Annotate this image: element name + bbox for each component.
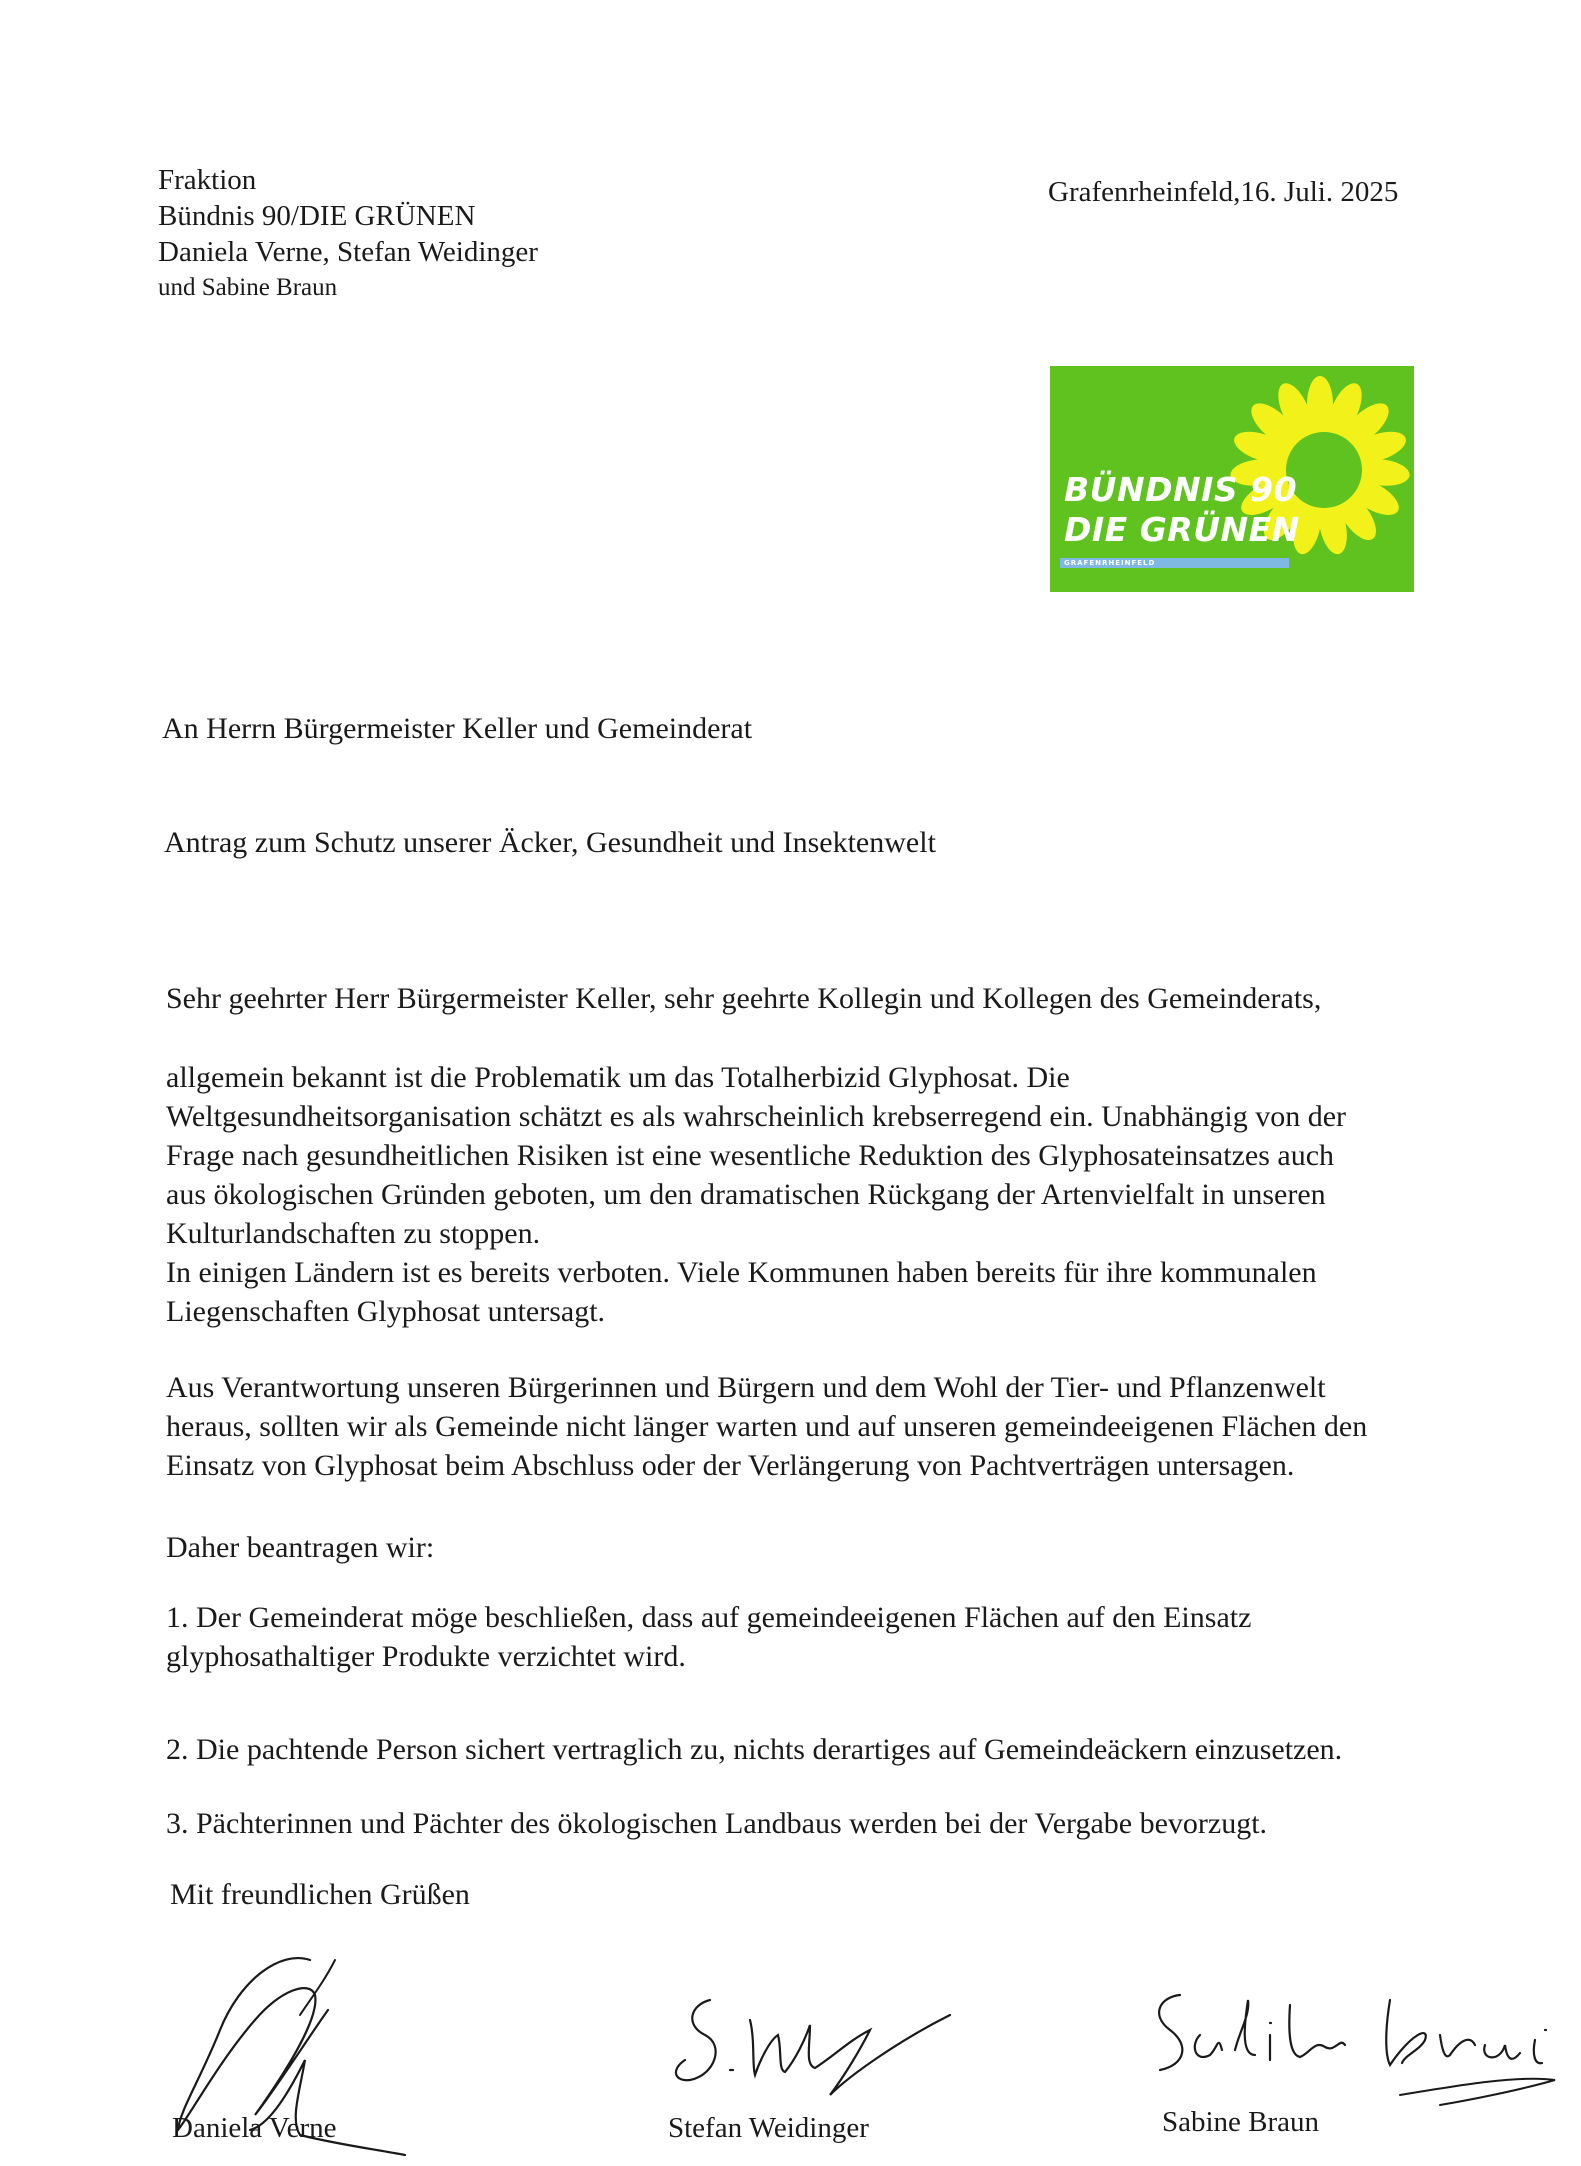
list-item-line: 3. Pächterinnen und Pächter des ökologischen Landbaus werden bei der Vergabe bevorzugt.	[166, 1807, 1268, 1840]
motion-item-2	[166, 1730, 1546, 1769]
motion-item-1	[166, 1598, 1546, 1676]
logo-text-line2: DIE GRÜNEN	[1064, 510, 1300, 549]
paragraph-line: Daher beantragen wir:	[166, 1531, 435, 1564]
motion-item-3	[166, 1804, 1546, 1843]
signature-name-1: Daniela Verne	[172, 2112, 337, 2144]
paragraph-line: Weltgesundheitsorganisation schätzt es als wahrscheinlich krebserregend ein. Unabhängig von der	[166, 1100, 1347, 1133]
signature-sabine-braun	[1140, 1975, 1570, 2115]
paragraph-intro	[166, 1058, 1546, 1331]
sender-names-continued: und Sabine Braun	[158, 274, 338, 301]
signature-name-2: Stefan Weidinger	[668, 2112, 869, 2144]
recipient-line: An Herrn Bürgermeister Keller und Gemeinderat	[162, 712, 753, 745]
signature-stefan-weidinger	[660, 1980, 960, 2110]
paragraph-line: Einsatz von Glyphosat beim Abschluss oder der Verlängerung von Pachtverträgen untersagen.	[166, 1449, 1295, 1482]
paragraph-line: Kulturlandschaften zu stoppen.	[166, 1217, 541, 1250]
paragraph-line: In einigen Ländern ist es bereits verboten. Viele Kommunen haben bereits für ihre kommunalen	[166, 1256, 1317, 1289]
paragraph-line: Aus Verantwortung unseren Bürgerinnen und Bürgern und dem Wohl der Tier- und Pflanzenwelt	[166, 1371, 1326, 1404]
paragraph-line: aus ökologischen Gründen geboten, um den dramatischen Rückgang der Artenvielfalt in unseren	[166, 1178, 1326, 1211]
paragraph-line: Liegenschaften Glyphosat untersagt.	[166, 1295, 606, 1328]
letter-date: Grafenrheinfeld,16. Juli. 2025	[1048, 176, 1399, 208]
paragraph-line: heraus, sollten wir als Gemeinde nicht länger warten und auf unseren gemeindeeigenen Flächen den	[166, 1410, 1368, 1443]
salutation: Sehr geehrter Herr Bürgermeister Keller, sehr geehrte Kollegin und Kollegen des Gemeinderats,	[166, 982, 1322, 1015]
signature-name-3: Sabine Braun	[1162, 2106, 1320, 2138]
logo-text-line1: BÜNDNIS 90	[1064, 470, 1298, 509]
sender-faction: Fraktion	[158, 164, 257, 196]
logo-subline: GRAFENRHEINFELD	[1060, 558, 1289, 568]
closing-phrase: Mit freundlichen Grüßen	[170, 1878, 470, 1911]
list-item-line: glyphosathaltiger Produkte verzichtet wird.	[166, 1640, 686, 1673]
subject-line: Antrag zum Schutz unserer Äcker, Gesundheit und Insektenwelt	[164, 826, 936, 859]
paragraph-motion-intro	[166, 1528, 1546, 1567]
list-item-line: 1. Der Gemeinderat möge beschließen, dass auf gemeindeeigenen Flächen auf den Einsatz	[166, 1601, 1252, 1634]
paragraph-line: allgemein bekannt ist die Problematik um das Totalherbizid Glyphosat. Die	[166, 1061, 1070, 1094]
sender-names: Daniela Verne, Stefan Weidinger	[158, 236, 538, 268]
sender-block	[158, 162, 538, 306]
paragraph-line: Frage nach gesundheitlichen Risiken ist eine wesentliche Reduktion des Glyphosateinsatzes auch	[166, 1139, 1335, 1172]
list-item-line: 2. Die pachtende Person sichert vertraglich zu, nichts derartiges auf Gemeindeäckern einzusetzen.	[166, 1733, 1343, 1766]
sender-party: Bündnis 90/DIE GRÜNEN	[158, 200, 476, 232]
paragraph-responsibility	[166, 1368, 1546, 1485]
party-logo	[1050, 366, 1414, 592]
